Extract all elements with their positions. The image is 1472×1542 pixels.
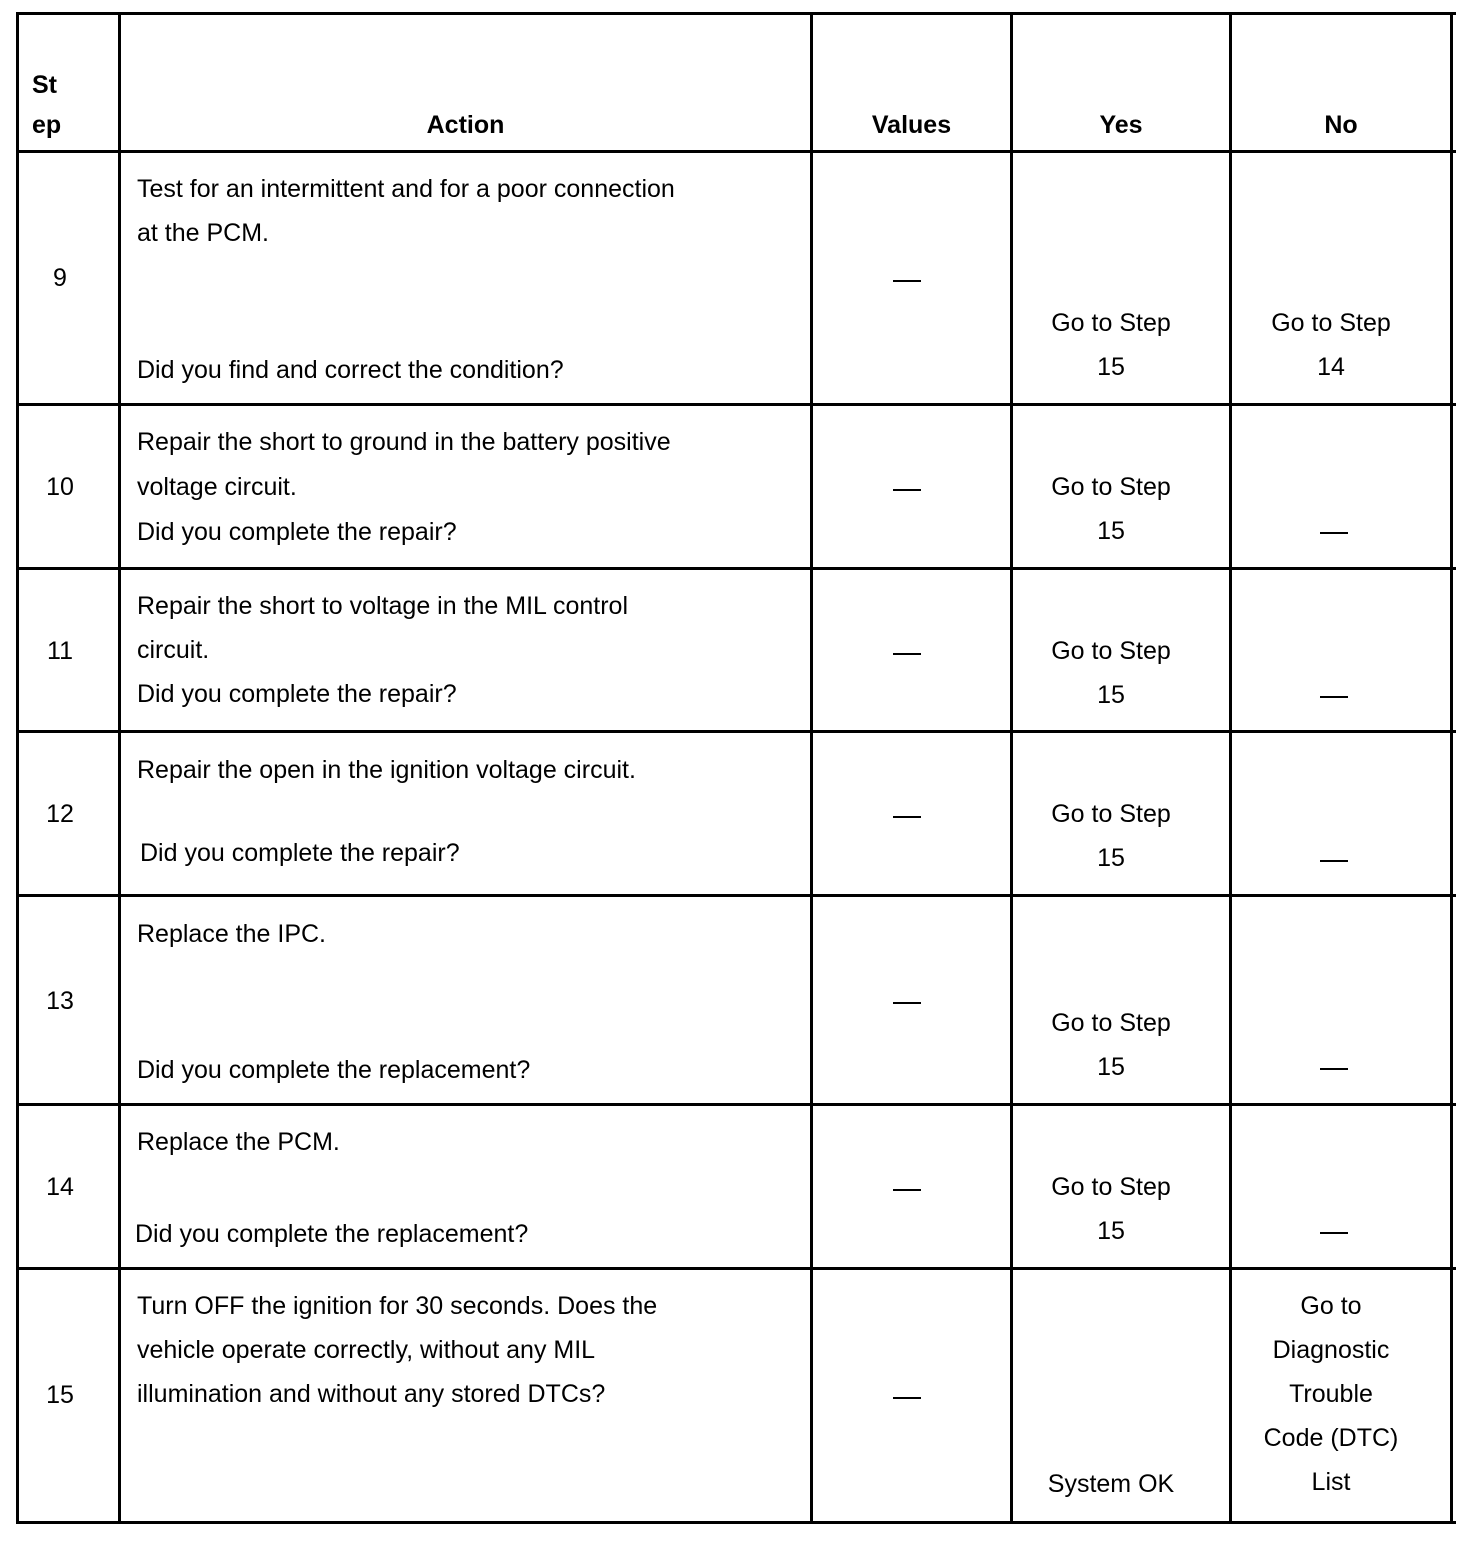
yes-action: Go to Step 15 [1051,309,1171,381]
step-number: 12 [46,800,74,828]
table-border-top [16,12,1456,15]
action-text: Test for an intermittent and for a poor connection at the PCM. [137,175,675,247]
action-text: Repair the short to ground in the battery positive voltage circuit. Did you complete the repair? [137,428,671,546]
yes-action: Go to Step 15 [1051,637,1171,709]
action-text: Repair the open in the ignition voltage circuit. [137,756,636,784]
action-text: Replace the PCM. [137,1128,340,1156]
values-dash [893,816,921,818]
column-divider [118,12,121,1524]
step-number: 15 [46,1381,74,1409]
yes-action: Go to Step 15 [1051,1173,1171,1245]
step-number: 10 [46,473,74,501]
no-dash [1320,1232,1348,1234]
action-text: Turn OFF the ignition for 30 seconds. Does the vehicle operate correctly, without any MIL illumination and without any stored DTCs? [137,1292,658,1408]
values-dash [893,280,921,282]
header-yes: Yes [1099,111,1143,139]
header-values: Values [871,111,952,139]
column-divider [810,12,813,1524]
column-divider [1010,12,1013,1524]
no-dash [1320,1068,1348,1070]
action-text: Repair the short to voltage in the MIL control circuit. Did you complete the repair? [137,592,629,708]
table-border-left [16,12,19,1524]
no-dash [1320,860,1348,862]
row-divider [16,567,1456,570]
header-step: St ep [32,71,62,139]
row-divider [16,1267,1456,1270]
step-number: 13 [46,987,74,1015]
action-question: Did you complete the replacement? [137,1056,531,1084]
yes-action: Go to Step 15 [1051,473,1171,545]
row-divider [16,894,1456,897]
row-divider [16,730,1456,733]
no-dash [1320,532,1348,534]
step-number: 11 [47,637,73,665]
header-no: No [1324,111,1358,139]
row-divider [16,150,1456,153]
table-border-bottom [16,1521,1456,1524]
yes-action: Go to Step 15 [1051,1009,1171,1081]
values-dash [893,1002,921,1004]
header-action: Action [426,111,505,139]
action-question: Did you complete the replacement? [135,1220,529,1248]
no-action: Go to Diagnostic Trouble Code (DTC) List [1263,1292,1399,1496]
no-dash [1320,696,1348,698]
row-divider [16,403,1456,406]
action-question: Did you find and correct the condition? [137,356,564,384]
values-dash [893,653,921,655]
row-divider [16,1103,1456,1106]
action-text: Replace the IPC. [137,920,326,948]
values-dash [893,1189,921,1191]
no-action: Go to Step 14 [1271,309,1391,381]
values-dash [893,1397,921,1399]
action-question: Did you complete the repair? [140,839,460,867]
yes-action: System OK [1047,1470,1175,1498]
table-border-right [1450,12,1453,1524]
yes-action: Go to Step 15 [1051,800,1171,872]
step-number: 9 [53,264,67,292]
values-dash [893,489,921,491]
step-number: 14 [46,1173,74,1201]
